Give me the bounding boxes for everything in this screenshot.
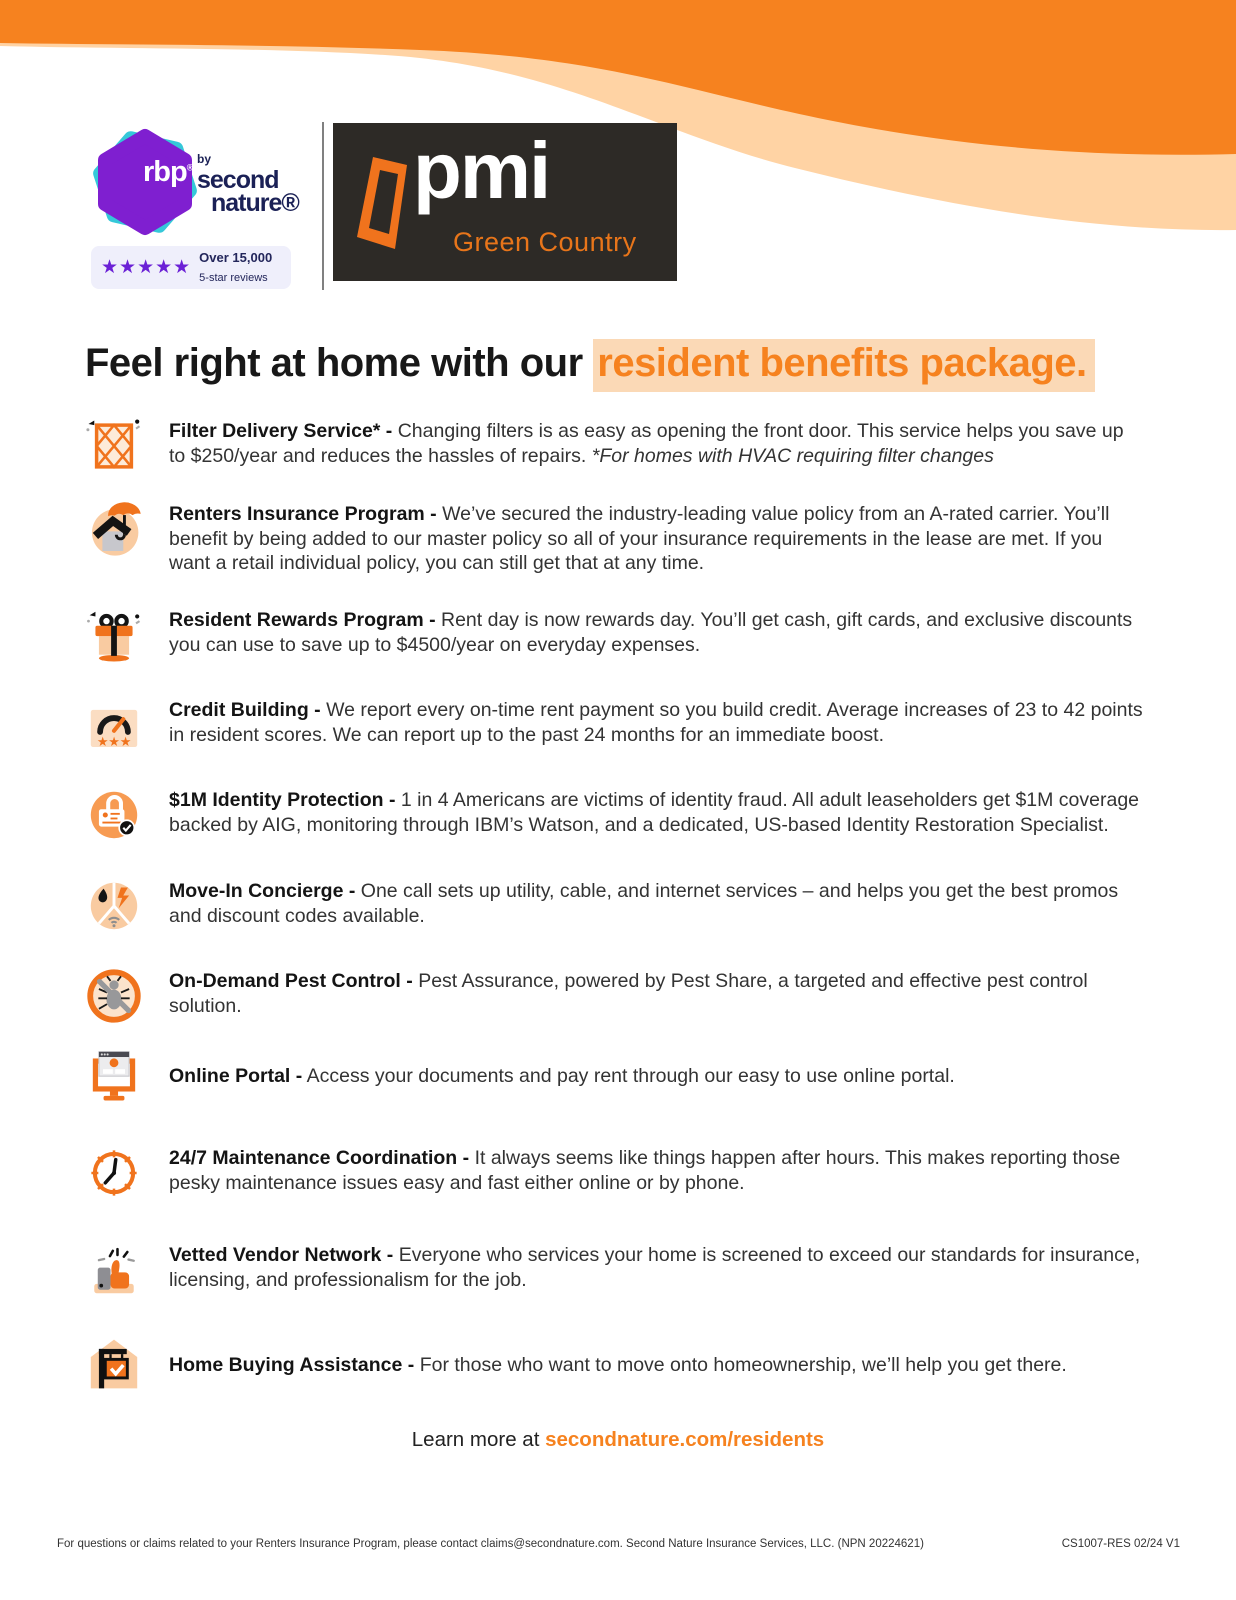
thumbs-up-icon — [85, 1241, 143, 1299]
reviews-count: Over 15,000 — [199, 250, 273, 266]
home-sign-icon — [85, 1335, 143, 1393]
footer-doc-code: CS1007-RES 02/24 V1 — [1061, 1538, 1180, 1550]
benefit-maintenance-coordination: 24/7 Maintenance Coordination - It always seems like things happen after hours. This makes reporting those pesky maintenance issues easy and fast either online or by phone. — [85, 1144, 1143, 1202]
rbp-wordmark: rbp® — [143, 156, 193, 188]
pmi-door-icon — [355, 155, 409, 251]
clock-icon — [85, 1144, 143, 1202]
second-nature-wordmark: $^{by}$ second nature® — [197, 152, 299, 217]
benefit-move-in-concierge: Move-In Concierge - One call sets up utility, cable, and internet services – and helps you get the best promos and discount codes available. — [85, 877, 1143, 935]
benefit-pest-control: On-Demand Pest Control - Pest Assurance, powered by Pest Share, a targeted and effective pest control solution. — [85, 967, 1143, 1025]
benefit-footnote: *For homes with HVAC requiring filter changes — [591, 444, 994, 467]
benefit-filter-delivery: Filter Delivery Service* - Changing filters is as easy as opening the front door. This service helps you save up to $250/year and reduces the hassles of repairs. *For homes with HVAC requiring filter changes — [85, 417, 1143, 475]
gift-icon — [85, 606, 143, 664]
logo-divider — [322, 122, 324, 290]
highlighted-title-text: resident benefits package. — [593, 339, 1094, 392]
benefit-credit-building: ★★★ Credit Building - We report every on-time rent payment so you build credit. Average increases of 23 to 42 points in resident scores. We can report up to the past 24 months for an immediate boost. — [85, 696, 1143, 754]
benefit-vetted-vendor-network: Vetted Vendor Network - Everyone who services your home is screened to exceed our standards for insurance, licensing, and professionalism for the job. — [85, 1241, 1143, 1299]
footer-legal-text: For questions or claims related to your Renters Insurance Program, please contact claims@secondnature.com. Second Nature Insurance Services, LLC. (NPN 20224621) — [57, 1538, 924, 1550]
footer — [57, 1538, 1180, 1550]
pmi-logo — [333, 123, 677, 281]
benefit-home-buying-assistance: Home Buying Assistance - For those who want to move onto homeownership, we’ll help you get there. — [85, 1335, 1143, 1393]
reviews-badge — [91, 246, 291, 289]
umbrella-house-icon — [85, 500, 143, 558]
rbp-logo — [85, 126, 310, 284]
learn-more-link[interactable]: secondnature.com/residents — [545, 1428, 825, 1451]
header — [85, 118, 1155, 288]
identity-protection-icon — [85, 786, 143, 844]
filter-icon — [85, 417, 143, 475]
reviews-label: 5-star reviews — [199, 271, 268, 284]
benefit-renters-insurance: Renters Insurance Program - We’ve secured the industry-leading value policy from an A-rated carrier. You’ll benefit by being added to our master policy so all of your insurance requirements in the lease are met. If you want a retail individual policy, you can still get that at any time. — [85, 500, 1143, 576]
online-portal-icon — [85, 1046, 143, 1104]
benefit-identity-protection: $1M Identity Protection - 1 in 4 Americans are victims of identity fraud. All adult leaseholders get $1M coverage backed by AIG, monitoring through IBM’s Watson, and a dedicated, US-based Identity Restoration Specialist. — [85, 786, 1143, 844]
utilities-icon — [85, 877, 143, 935]
pmi-wordmark: pmi — [413, 126, 550, 215]
svg-text:★★★: ★★★ — [96, 733, 132, 749]
pest-control-icon — [85, 967, 143, 1025]
rbp-reg-mark: ® — [186, 162, 193, 173]
benefit-online-portal: Online Portal - Access your documents and pay rent through our easy to use online portal. — [85, 1046, 1143, 1104]
benefit-resident-rewards: Resident Rewards Program - Rent day is now rewards day. You’ll get cash, gift cards, and exclusive discounts you can use to save up to $4500/year on everyday expenses. — [85, 606, 1143, 664]
five-stars-icon: ★★★★★ — [101, 257, 192, 278]
credit-gauge-icon — [85, 696, 143, 754]
learn-more-line: Learn more at secondnature.com/residents — [411, 1428, 825, 1451]
page-title: Feel right at home with our resident benefits package. — [85, 341, 1185, 386]
pmi-subtitle: Green Country — [453, 227, 637, 257]
